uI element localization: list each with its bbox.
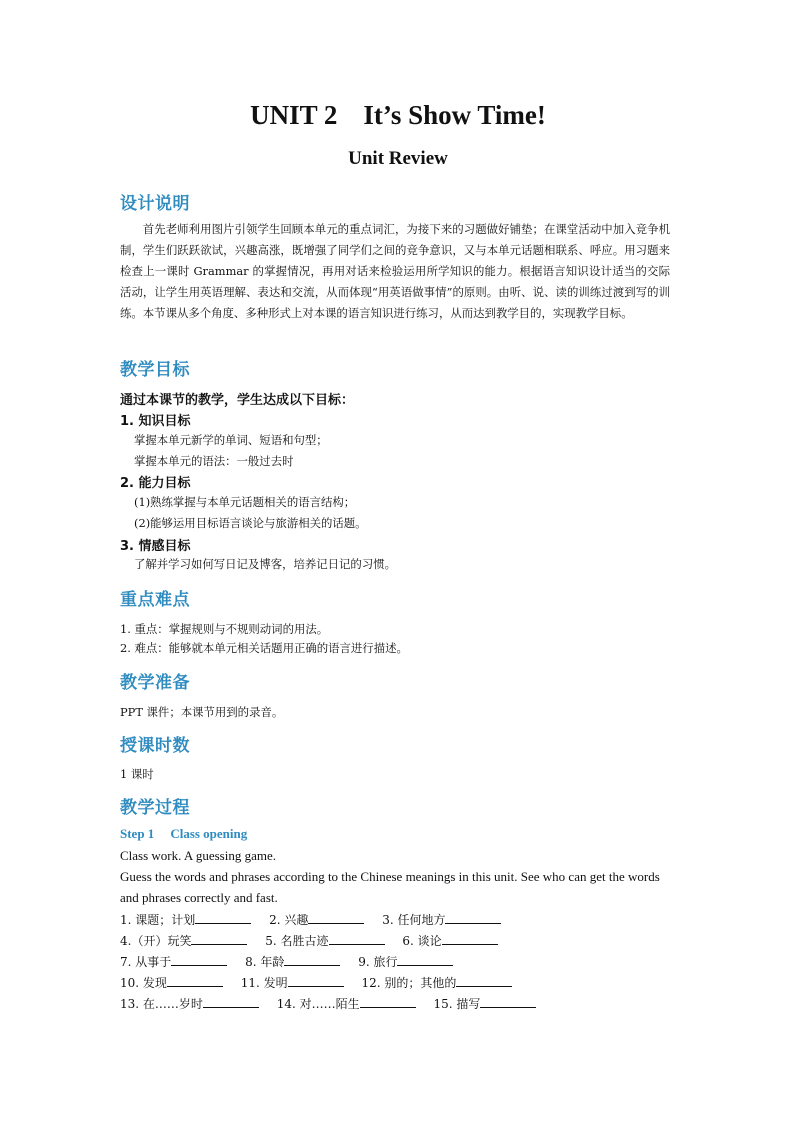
answer-blank[interactable] [480,995,536,1008]
step-name: Class opening [170,826,248,841]
unit-number: UNIT 2 [250,100,338,130]
heading-design: 设计说明 [120,194,190,214]
goal-emotion-title: 3. 情感目标 [120,539,191,554]
step-label: Step 1 [120,826,155,841]
exercise-item: 7. 从事于 [120,955,227,969]
exercise-item: 3. 任何地方 [382,913,501,927]
exercise-item: 6. 谈论 [402,934,497,948]
activity-line: Class work. A guessing game. [120,848,276,863]
answer-blank[interactable] [329,932,385,945]
exercise-item: 15. 描写 [433,997,536,1011]
exercise-item: 8. 年龄 [245,955,340,969]
answer-blank[interactable] [167,974,223,987]
answer-blank[interactable] [445,911,501,924]
unit-name: It’s Show Time! [363,100,546,130]
exercise-row [120,974,526,991]
exercise-item: 12. 别的；其他的 [361,976,512,990]
answer-blank[interactable] [360,995,416,1008]
heading-goals: 教学目标 [120,360,190,380]
exercise-row [120,911,515,928]
answer-blank[interactable] [288,974,344,987]
activity-instructions: Guess the words and phrases according to the Chinese meanings in this unit. See who can get the words and phrases correctly and fast. [120,869,660,905]
exercise-item: 13. 在……岁时 [120,997,259,1011]
goal-ability-title: 2. 能力目标 [120,476,191,491]
exercise-item: 9. 旅行 [358,955,453,969]
answer-blank[interactable] [195,911,251,924]
goal-ability-item: (1)熟练掌握与本单元话题相关的语言结构； [134,495,356,509]
exercise-item: 11. 发明 [241,976,344,990]
heading-preparation: 教学准备 [120,673,190,693]
exercise-item: 2. 兴趣 [269,913,364,927]
answer-blank[interactable] [203,995,259,1008]
answer-blank[interactable] [397,953,453,966]
exercise-row [120,953,467,970]
goal-ability-item: (2)能够运用目标语言谈论与旅游相关的话题。 [134,516,367,530]
exercise-item: 10. 发现 [120,976,223,990]
exercise-item: 5. 名胜古迹 [265,934,384,948]
heading-hours: 授课时数 [120,736,190,756]
page-title [120,100,676,131]
hours-text: 1 课时 [120,767,154,781]
key-point-item: 2. 难点：能够就本单元相关话题用正确的语言进行描述。 [120,641,408,655]
answer-blank[interactable] [284,953,340,966]
goal-knowledge-item: 掌握本单元新学的单词、短语和句型； [134,433,328,447]
exercise-item: 14. 对……陌生 [277,997,416,1011]
design-paragraph: 首先老师利用图片引领学生回顾本单元的重点词汇，为接下来的习题做好铺垫；在课堂活动中加入竞争机制，学生们跃跃欲试，兴趣高涨，既增强了同学们之间的竞争意识，又与本单元话题相联系、呼应。用习题来检查上一课时 Grammar 的掌握情况，再用对话来检验运用所学知识的能力。根据语言知识设计适当的交际活动，让学生用英语理解、表达和交流，从而体现“用英语做事情”的原则。由听、说、读的训练过渡到写的训练。本节课从多个角度、多种形式上对本课的语言知识进行练习，从而达到教学目的，实现教学目标。 [120,222,670,320]
step-heading [120,826,247,842]
exercise-item: 4.（开）玩笑 [120,934,247,948]
preparation-text: PPT 课件；本课节用到的录音。 [120,705,284,719]
heading-process: 教学过程 [120,798,190,818]
goals-intro: 通过本课节的教学，学生达成以下目标： [120,393,355,408]
answer-blank[interactable] [171,953,227,966]
exercise-item: 1. 课题；计划 [120,913,251,927]
answer-blank[interactable] [442,932,498,945]
page-subtitle: Unit Review [348,148,448,169]
answer-blank[interactable] [456,974,512,987]
goal-knowledge-item: 掌握本单元的语法：一般过去时 [134,454,294,468]
goal-knowledge-title: 1. 知识目标 [120,414,191,429]
exercise-row [120,995,550,1012]
exercise-row [120,932,512,949]
key-point-item: 1. 重点：掌握规则与不规则动词的用法。 [120,622,329,636]
goal-emotion-item: 了解并学习如何写日记及博客，培养记日记的习惯。 [134,557,396,571]
answer-blank[interactable] [308,911,364,924]
heading-key-points: 重点难点 [120,590,190,610]
answer-blank[interactable] [191,932,247,945]
